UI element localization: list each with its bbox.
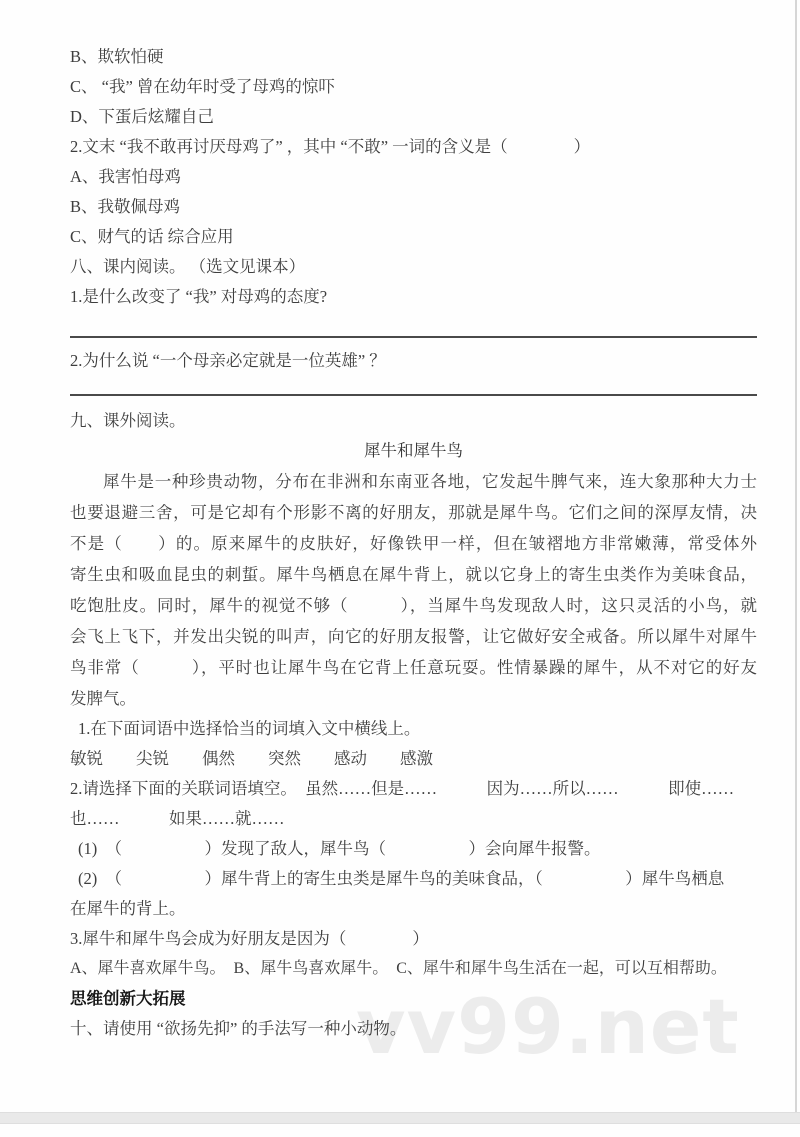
section10-heading: 思维创新大拓展 <box>70 989 186 1008</box>
option-line-c2: C、财气的话 综合应用 <box>70 227 234 246</box>
passage-line: 会飞上飞下，并发出尖锐的叫声，向它的好朋友报警，让它做好安全戒备。所以犀牛对犀牛 <box>70 627 757 646</box>
section9-question-2: 2.请选择下面的关联词语填空。 虽然……但是…… 因为……所以…… 即使…… <box>70 779 735 798</box>
section9-question-2-cont: 也…… 如果……就…… <box>70 809 285 828</box>
section8-question-1: 1.是什么改变了 “我” 对母鸡的态度? <box>70 287 328 306</box>
passage-line: 寄生虫和吸血昆虫的刺蜇。犀牛鸟栖息在犀牛背上，就以它身上的寄生虫类作为美味食品， <box>70 565 757 584</box>
section8-heading: 八、课内阅读。 （选文见课本） <box>70 257 306 276</box>
answer-rule <box>70 336 757 338</box>
sub-question-1: (1) （ ）发现了敌人，犀牛鸟（ ）会向犀牛报警。 <box>78 839 601 858</box>
worksheet-content <box>70 42 757 1044</box>
section9-question-3-options: A、犀牛喜欢犀牛鸟。 B、犀牛鸟喜欢犀牛。 C、犀牛和犀牛鸟生活在一起，可以互相帮助。 <box>70 960 727 977</box>
option-line-b: B、欺软怕硬 <box>70 47 164 66</box>
passage-title: 犀牛和犀牛鸟 <box>364 441 463 460</box>
sub-question-2: (2) （ ）犀牛背上的寄生虫类是犀牛鸟的美味食品，（ ）犀牛鸟栖息 <box>78 869 725 888</box>
section8-question-2: 2.为什么说 “一个母亲必定就是一位英雄” ？ <box>70 351 386 370</box>
passage-line: 吃饱肚皮。同时，犀牛的视觉不够（ ），当犀牛鸟发现敌人时，这只灵活的小鸟，就 <box>70 596 757 615</box>
word-bank: 敏锐 尖锐 偶然 突然 感动 感激 <box>70 749 433 768</box>
section10-question: 十、请使用 “欲扬先抑” 的手法写一种小动物。 <box>70 1019 407 1038</box>
passage-line: 犀牛是一种珍贵动物，分布在非洲和东南亚各地，它发起牛脾气来，连大象那种大力士 <box>103 472 757 491</box>
sub-question-2-cont: 在犀牛的背上。 <box>70 899 186 918</box>
section9-question-3: 3.犀牛和犀牛鸟会成为好朋友是因为（ ） <box>70 929 429 948</box>
option-line-d: D、下蛋后炫耀自己 <box>70 107 214 126</box>
passage-line: 鸟非常（ ），平时也让犀牛鸟在它背上任意玩耍。性情暴躁的犀牛，从不对它的好友 <box>70 658 757 677</box>
option-line-c: C、 “我” 曾在幼年时受了母鸡的惊吓 <box>70 77 335 96</box>
section9-question-1: 1.在下面词语中选择恰当的词填入文中横线上。 <box>78 719 421 738</box>
page-separator <box>0 1112 800 1124</box>
passage-line: 不是（ ）的。原来犀牛的皮肤好，好像铁甲一样，但在皱褶地方非常嫩薄，常受体外 <box>70 534 757 553</box>
watermark: vv99.net <box>356 982 740 1071</box>
section9-heading: 九、课外阅读。 <box>70 411 186 430</box>
option-line-b2: B、我敬佩母鸡 <box>70 197 181 216</box>
passage-line: 也要退避三舍，可是它却有个形影不离的好朋友，那就是犀牛鸟。它们之间的深厚友情，决 <box>70 503 757 522</box>
passage-line: 发脾气。 <box>70 689 136 708</box>
answer-rule <box>70 394 757 396</box>
option-line-a2: A、我害怕母鸡 <box>70 167 181 186</box>
page-right-border <box>795 0 797 1112</box>
question-line-2: 2.文末 “我不敢再讨厌母鸡了” ，其中 “不敢” 一词的含义是（ ） <box>70 137 591 156</box>
